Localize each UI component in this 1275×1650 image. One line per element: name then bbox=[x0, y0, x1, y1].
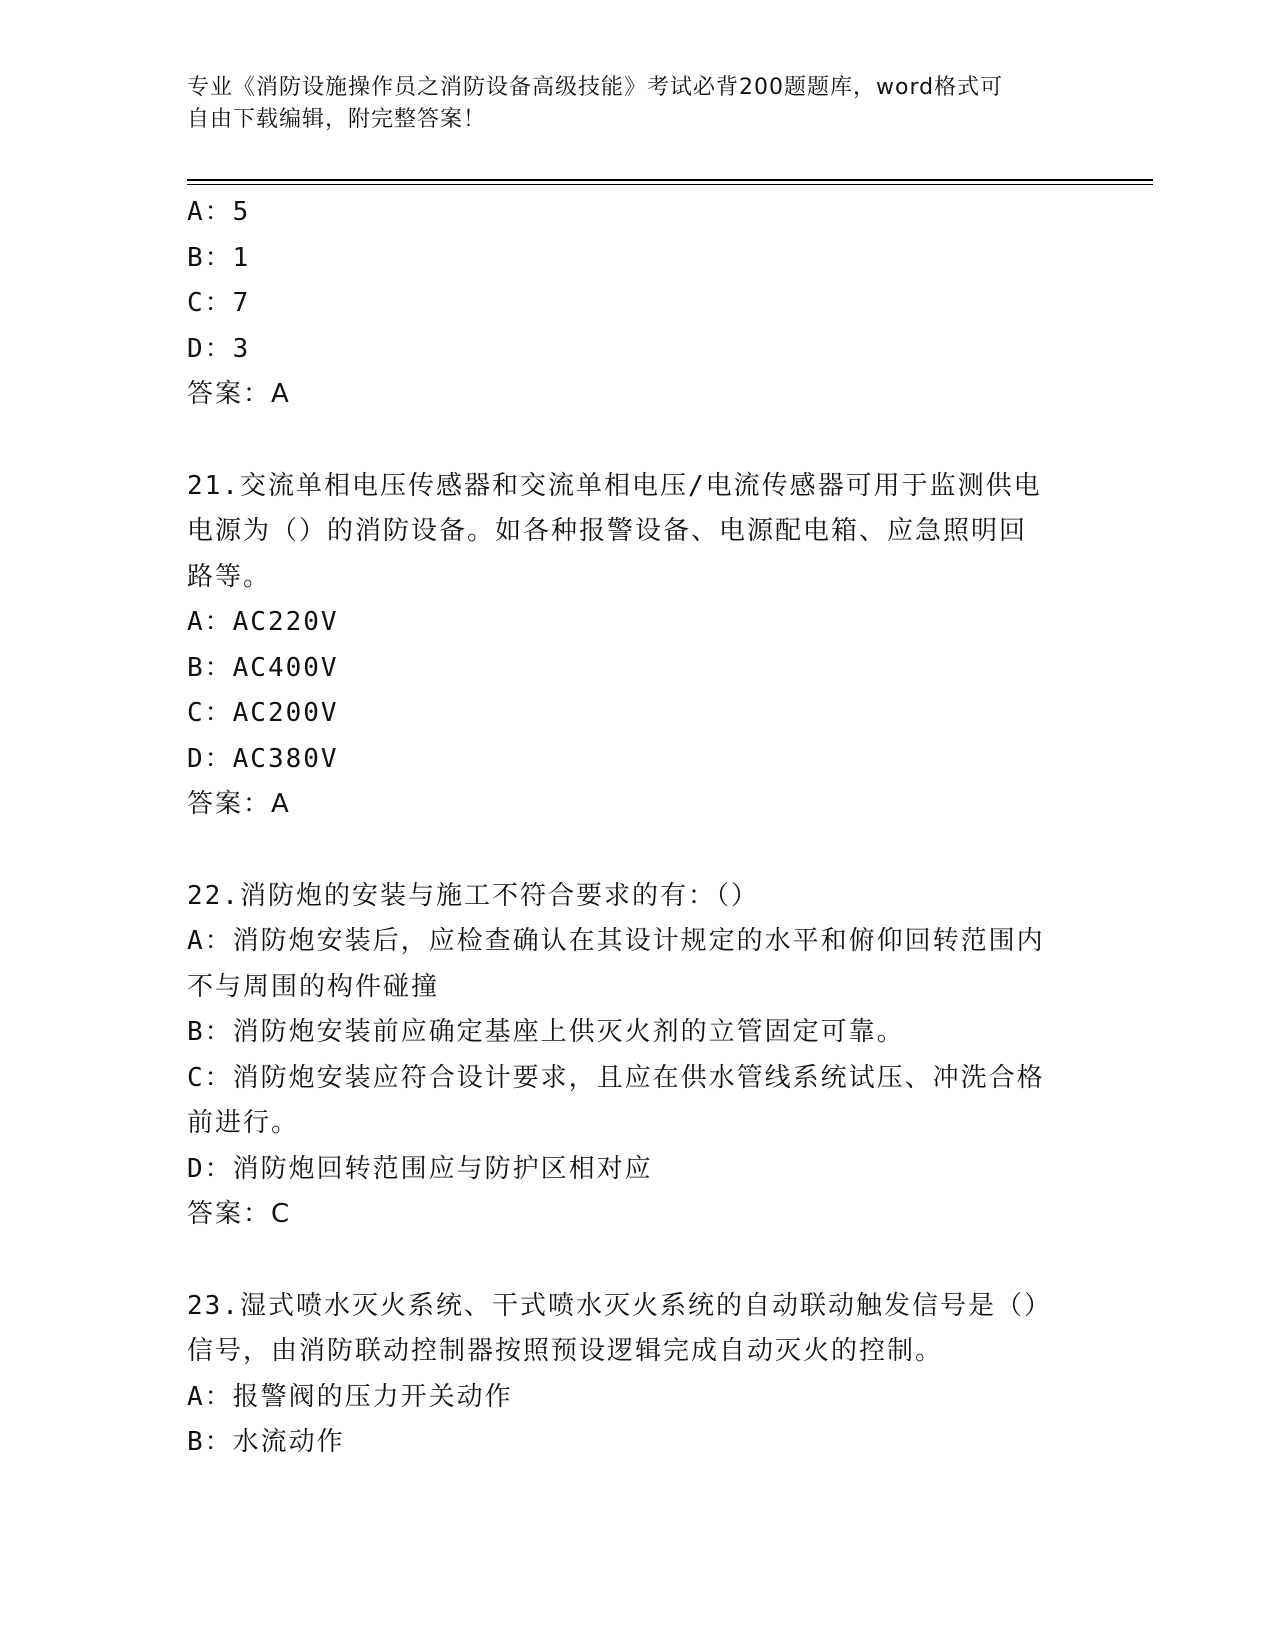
option-b: B：消防炮安装前应确定基座上供灭火剂的立管固定可靠。 bbox=[187, 1017, 905, 1047]
answer: 答案：A bbox=[187, 379, 291, 409]
question-stem: 22.消防炮的安装与施工不符合要求的有：（） bbox=[187, 880, 759, 911]
question-stem-line-2: 电源为（）的消防设备。如各种报警设备、电源配电箱、应急照明回 bbox=[187, 516, 1028, 546]
header-line-2: 自由下载编辑，附完整答案！ bbox=[187, 107, 487, 132]
header-line-1: 专业《消防设施操作员之消防设备高级技能》考试必背200题题库，word格式可 bbox=[187, 75, 1004, 100]
option-d: D：3 bbox=[187, 333, 251, 364]
question-23 bbox=[187, 1284, 1087, 1466]
document-header bbox=[187, 72, 1087, 136]
option-b: B：水流动作 bbox=[187, 1427, 345, 1457]
option-a-line-1: A：消防炮安装后，应检查确认在其设计规定的水平和俯仰回转范围内 bbox=[187, 926, 1045, 956]
header-rule-thick bbox=[187, 179, 1153, 181]
answer: 答案：C bbox=[187, 1199, 292, 1229]
question-stem-line-3: 路等。 bbox=[187, 561, 272, 592]
answer: 答案：A bbox=[187, 789, 291, 819]
option-c: C：AC200V bbox=[187, 698, 339, 728]
option-b: B：1 bbox=[187, 242, 251, 273]
option-d: D：AC380V bbox=[187, 743, 339, 774]
question-20 bbox=[187, 190, 1087, 418]
option-a: A：AC220V bbox=[187, 607, 339, 637]
option-a-line-2: 不与周围的构件碰撞 bbox=[187, 971, 440, 1002]
option-b: B：AC400V bbox=[187, 652, 339, 683]
document-body bbox=[187, 190, 1087, 1466]
question-stem-line-1: 23.湿式喷水灭火系统、干式喷水灭火系统的自动联动触发信号是（） bbox=[187, 1290, 1052, 1321]
option-c: C：7 bbox=[187, 288, 251, 318]
question-stem-line-2: 信号，由消防联动控制器按照预设逻辑完成自动灭火的控制。 bbox=[187, 1336, 944, 1366]
option-d: D：消防炮回转范围应与防护区相对应 bbox=[187, 1153, 653, 1184]
option-a: A：5 bbox=[187, 197, 251, 227]
question-21 bbox=[187, 464, 1087, 828]
question-stem-line-1: 21.交流单相电压传感器和交流单相电压/电流传感器可用于监测供电 bbox=[187, 470, 1042, 501]
option-a: A：报警阀的压力开关动作 bbox=[187, 1381, 513, 1412]
option-c-line-2: 前进行。 bbox=[187, 1108, 300, 1138]
option-c-line-1: C：消防炮安装应符合设计要求，且应在供水管线系统试压、冲洗合格 bbox=[187, 1062, 1045, 1093]
question-22 bbox=[187, 874, 1087, 1238]
header-rule-thin bbox=[187, 184, 1153, 185]
